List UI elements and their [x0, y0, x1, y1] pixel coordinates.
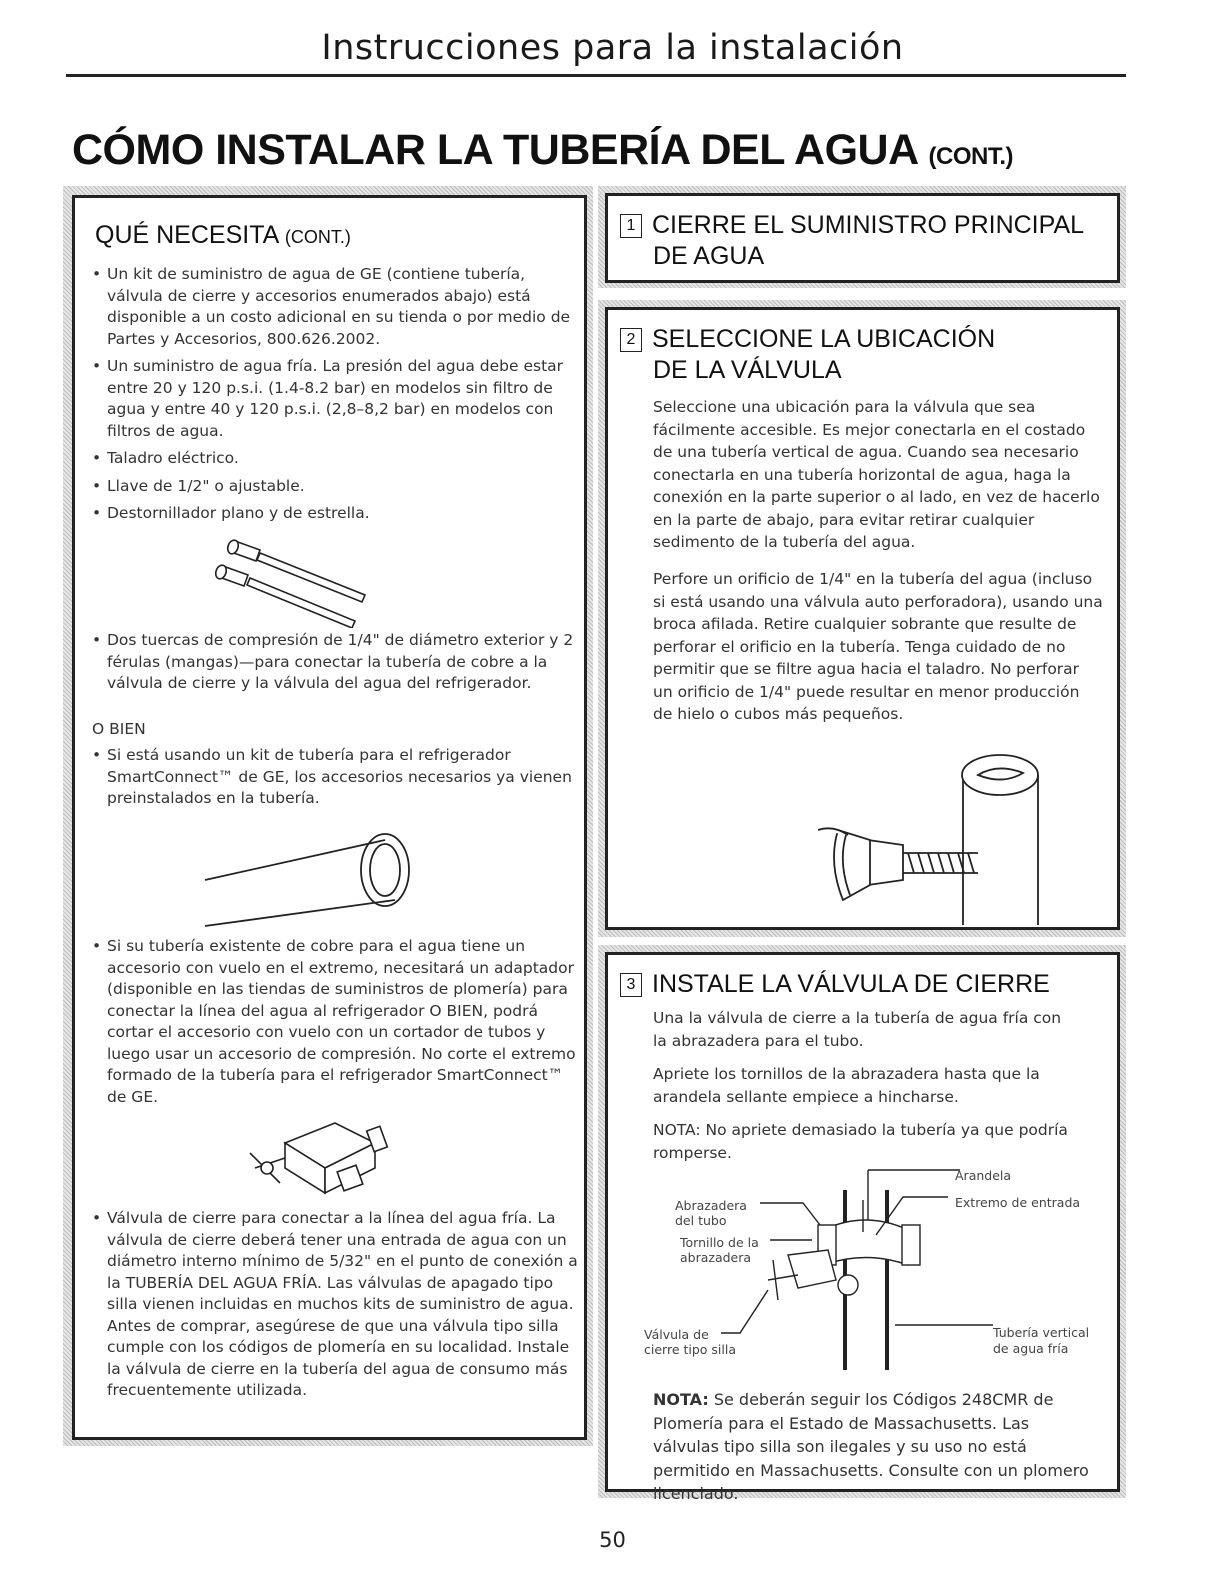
flare-fitting-list [89, 936, 579, 1114]
what-you-need-title: QUÉ NECESITA [95, 221, 278, 249]
page-number: 50 [599, 1528, 626, 1552]
page-title-suffix: (CONT.) [928, 143, 1013, 170]
page-title [72, 126, 1013, 175]
label-tornillo-line2: abrazadera [680, 1250, 752, 1265]
step1-number: 1 [620, 214, 642, 238]
requirements-list [89, 264, 579, 531]
massachusetts-note [653, 1388, 1093, 1506]
shutoff-valve-illustration [245, 1113, 395, 1203]
label-valvula-line2: cierre tipo silla [644, 1342, 737, 1357]
step1-box [605, 193, 1120, 283]
step2-box [605, 307, 1120, 930]
list-item: • Si su tubería existente de cobre para el agua tiene un accesorio con vuelo en el extremo, necesitará un adaptador (disponible en las tiendas de suministros de plomería) para conectar la línea del agua al refrigerador O BIEN, podrá cortar el accesorio con vuelo con un cortador de tubos y luego usar un accesorio de compresión. No corte el extremo formado de la tubería para el refrigerador SmartConnect™ de GE. [89, 936, 579, 1108]
note-label: NOTA: [653, 1390, 709, 1409]
step3-paragraph-1: Una la válvula de cierre a la tubería de agua fría con la abrazadera para el tubo. [653, 1009, 1062, 1050]
or-text: O BIEN [92, 720, 146, 738]
step1-title-line1: CIERRE EL SUMINISTRO PRINCIPAL [652, 211, 1085, 239]
list-item: • Llave de 1/2" o ajustable. [89, 476, 579, 498]
label-extremo-entrada: Extremo de entrada [955, 1195, 1081, 1210]
compression-nuts-illustration [205, 533, 385, 628]
step2-number: 2 [620, 328, 642, 352]
step1-title-line2: DE AGUA [653, 242, 765, 270]
step3-note-paragraph: NOTA: No apriete demasiado la tubería ya que podría romperse. [653, 1121, 1068, 1162]
step3-title: INSTALE LA VÁLVULA DE CIERRE [652, 970, 1050, 998]
list-item: • Un suministro de agua fría. La presión del agua debe estar entre 20 y 120 p.s.i. (1.4-8.2 bar) en modelos sin filtro de agua y entre 40 y 120 p.s.i. (2,8–8,2 bar) en modelos con filtros de agua. [89, 356, 579, 442]
step2-heading [620, 324, 995, 386]
page-title-text: CÓMO INSTALAR LA TUBERÍA DEL AGUA [72, 126, 918, 174]
step3-box [605, 952, 1120, 1503]
label-tornillo-line1: Tornillo de la [680, 1235, 759, 1250]
label-tuberia-line1: Tubería vertical [993, 1325, 1090, 1340]
page-header-title: Instrucciones para la instalación [321, 28, 904, 68]
what-you-need-suffix: (CONT.) [284, 227, 351, 247]
step3-number: 3 [620, 973, 642, 997]
smartconnect-list [89, 745, 579, 816]
list-item: • Válvula de cierre para conectar a la línea del agua fría. La válvula de cierre deberá tener una entrada de agua con un diámetro interno mínimo de 5/32" en el punto de conexión a la TUBERÍA DEL AGUA FRÍA. Las válvulas de apagado tipo silla vienen incluidas en muchos kits de suministro de agua. Antes de comprar, asegúrese de que una válvula tipo silla cumple con los códigos de plomería en su localidad. Instale la válvula de cierre en la tubería del agua de consumo más frecuentemente utilizada. [89, 1208, 579, 1402]
step3-heading [620, 969, 1050, 1000]
label-abrazadera-line1: Abrazadera [675, 1198, 747, 1213]
label-arandela: Arandela [955, 1168, 1012, 1183]
step1-heading [620, 210, 1084, 272]
step2-paragraph-2: Perfore un orificio de 1/4" en la tubería del agua (incluso si está usando una válvula auto perforadora), usando una broca afilada. Retire cualquier sobrante que resulte de perforar el orificio en la tubería. Tenga cuidado de no permitir que se filtre agua hacia el taladro. No perforar un orificio de 1/4" puede resultar en menor producción de hielo o cubos más pequeños. [653, 570, 1103, 723]
note-text: Se deberán seguir los Códigos 248CMR de Plomería para el Estado de Massachusetts. Las válvulas tipo silla son ilegales y su uso no está permitido en Massachusetts. Consulte con un plomero licenciado. [653, 1390, 1089, 1503]
step2-title-line2: DE LA VÁLVULA [653, 356, 842, 384]
step2-paragraph-1: Seleccione una ubicación para la válvula que sea fácilmente accesible. Es mejor conectarla en el costado de una tubería vertical de agua. Cuando sea necesario conectarla en una tubería horizontal de agua, haga la conexión en la parte superior o al lado, en vez de hacerlo en la parte de abajo, para evitar retirar cualquier sedimento de la tubería del agua. [653, 398, 1100, 551]
label-valvula-line1: Válvula de [644, 1327, 709, 1342]
fittings-list [89, 630, 579, 701]
drill-pipe-illustration [808, 735, 1108, 925]
step3-paragraph-2: Apriete los tornillos de la abrazadera hasta que la arandela sellante empiece a hincharse. [653, 1065, 1040, 1106]
what-you-need-heading [95, 220, 351, 253]
list-item: • Destornillador plano y de estrella. [89, 503, 579, 525]
list-item: • Un kit de suministro de agua de GE (contiene tubería, válvula de cierre y accesorios enumerados abajo) está disponible a un costo adicional en su tienda o por medio de Partes y Accesorios, 800.626.2002. [89, 264, 579, 350]
what-you-need-box [72, 195, 587, 1440]
list-item: • Dos tuercas de compresión de 1/4" de diámetro exterior y 2 férulas (mangas)—para conectar la tubería de cobre a la válvula de cierre y la válvula del agua del refrigerador. [89, 630, 579, 695]
header-divider [66, 74, 1126, 77]
label-tuberia-line2: de agua fría [993, 1341, 1069, 1356]
valve-list [89, 1208, 579, 1408]
flared-tube-illustration [195, 818, 425, 933]
step2-title-line1: SELECCIONE LA UBICACIÓN [652, 325, 996, 353]
label-abrazadera-line2: del tubo [675, 1213, 727, 1228]
list-item: • Si está usando un kit de tubería para el refrigerador SmartConnect™ de GE, los accesorios necesarios ya vienen preinstalados en la tubería. [89, 745, 579, 810]
list-item: • Taladro eléctrico. [89, 448, 579, 470]
